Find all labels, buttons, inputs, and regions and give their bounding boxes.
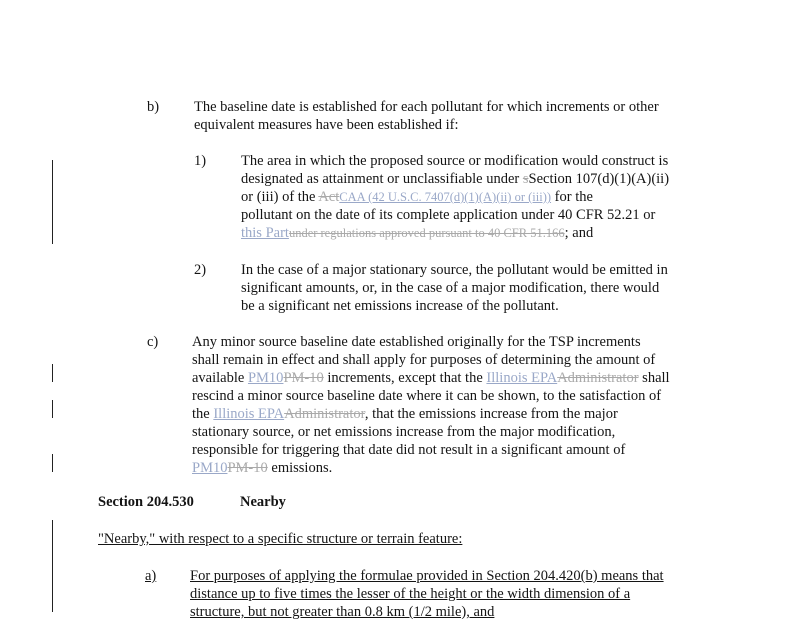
item-1-line-1: The area in which the proposed source or modification would construct is (241, 153, 669, 169)
para-c-label: c) (147, 334, 159, 350)
item-2-label: 2) (194, 262, 207, 278)
inserted-text: this Part (241, 225, 289, 241)
deleted-text: s (522, 171, 529, 187)
change-bar (52, 160, 53, 244)
deleted-text: Act (318, 189, 340, 205)
text-run: or (iii) of the (241, 189, 319, 205)
para-c-line-7: responsible for triggering that date did not result in a significant amount of (192, 442, 626, 458)
item-2-line-2: significant amounts, or, in the case of a major modification, there would (241, 280, 660, 296)
change-bar (52, 364, 53, 382)
text-run: emissions. (267, 460, 333, 476)
item-1-line-2 (241, 170, 669, 188)
para-b-line-2: equivalent measures have been established if: (194, 117, 459, 133)
para-c-line-8 (192, 459, 332, 477)
para-c-line-5 (192, 405, 618, 423)
inserted-text: PM10 (192, 460, 228, 476)
deleted-text: PM-10 (283, 370, 324, 386)
inserted-text: CAA (42 U.S.C. 7407(d)(1)(A)(ii) or (iii)) (339, 190, 552, 204)
para-c-line-1: Any minor source baseline date established originally for the TSP increments (192, 334, 641, 350)
deleted-text: PM-10 (227, 460, 268, 476)
section-number: Section 204.530 (98, 494, 194, 510)
deleted-text: under regulations approved pursuant to 40 CFR 51.166 (288, 226, 565, 240)
change-bar (52, 400, 53, 418)
nearby-intro: "Nearby," with respect to a specific structure or terrain feature: (98, 531, 463, 547)
section-title: Nearby (240, 494, 286, 510)
item-1-line-5 (241, 224, 593, 242)
text-run: shall (638, 370, 670, 386)
inserted-text: PM10 (247, 370, 284, 386)
para-c-line-6: stationary source, or net emissions increase from the major modification, (192, 424, 616, 440)
item-2-line-3: be a significant net emissions increase of the pollutant. (241, 298, 559, 314)
text-run: ; and (564, 225, 594, 241)
text-run: the (192, 406, 214, 422)
para-b-line-1: The baseline date is established for each pollutant for which increments or other (194, 99, 659, 115)
item-2-line-1: In the case of a major stationary source, the pollutant would be emitted in (241, 262, 668, 278)
text-run: , that the emissions increase from the major (364, 406, 618, 422)
deleted-text: Administrator (284, 406, 365, 422)
text-run: Section 107(d)(1)(A)(ii) (528, 171, 670, 187)
para-a-line-3: structure, but not greater than 0.8 km (1/2 mile), and (190, 604, 495, 620)
para-c-line-2: shall remain in effect and shall apply for purposes of determining the amount of (192, 352, 656, 368)
item-1-line-4: pollutant on the date of its complete application under 40 CFR 52.21 or (241, 207, 656, 223)
inserted-text: Illinois EPA (213, 406, 285, 422)
text-run: increments, except that the (323, 370, 487, 386)
text-run: available (192, 370, 248, 386)
item-1-line-3 (241, 188, 593, 206)
item-1-label: 1) (194, 153, 207, 169)
text-run: for the (551, 189, 593, 205)
para-c-line-3 (192, 369, 670, 387)
text-run: designated as attainment or unclassifiable under (241, 171, 523, 187)
deleted-text: Administrator (557, 370, 639, 386)
para-b-label: b) (147, 99, 160, 115)
para-a-label: a) (145, 568, 157, 584)
para-a-line-1: For purposes of applying the formulae provided in Section 204.420(b) means that (190, 568, 664, 584)
change-bar (52, 520, 53, 612)
para-a-line-2: distance up to five times the lesser of the height or the width dimension of a (190, 586, 631, 602)
inserted-text: Illinois EPA (486, 370, 558, 386)
para-c-line-4: rescind a minor source baseline date where it can be shown, to the satisfaction of (192, 388, 662, 404)
change-bar (52, 454, 53, 472)
